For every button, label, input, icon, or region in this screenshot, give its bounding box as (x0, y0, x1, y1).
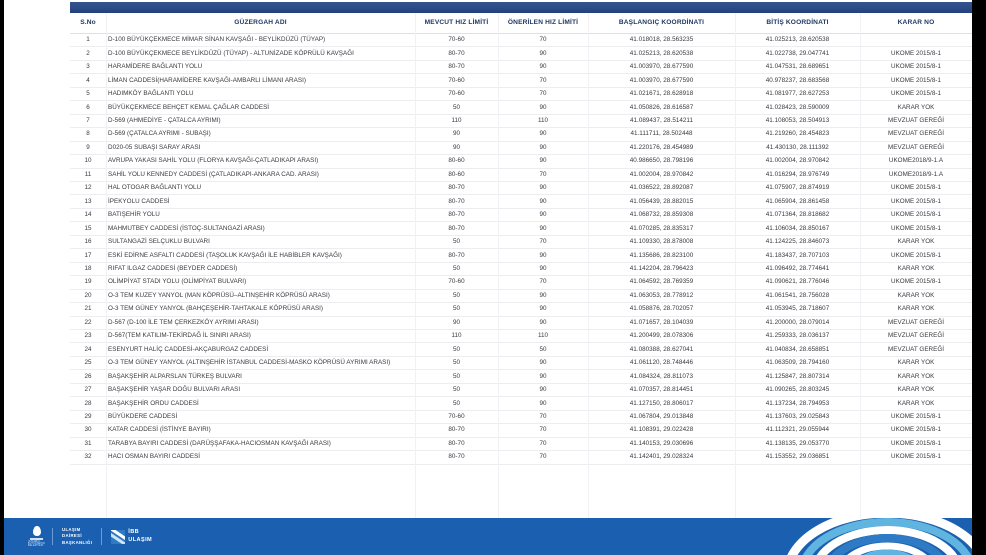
cell-prop: 90 (498, 316, 588, 329)
cell-cur: 70-60 (415, 74, 498, 87)
logo-separator-2 (101, 528, 102, 545)
cell-start: 41.067804, 29.013848 (588, 410, 735, 423)
cell-dec: KARAR YOK (860, 303, 972, 316)
cell-end: 41.137234, 28.794953 (735, 397, 860, 410)
cell-name: BAŞAKŞEHİR ORDU CADDESİ (106, 397, 415, 410)
cell-prop: 90 (498, 101, 588, 114)
cell-dec: UKOME 2015/8-1 (860, 222, 972, 235)
cell-sno: 18 (70, 262, 106, 275)
cell-sno: 27 (70, 383, 106, 396)
cell-start: 41.089437, 28.514211 (588, 114, 735, 127)
cell-name: HARAMİDERE BAĞLANTI YOLU (106, 60, 415, 73)
cell-sno: 7 (70, 114, 106, 127)
cell-dec: UKOME2018/9-1.A (860, 168, 972, 181)
cell-name: D-567(TEM KATILIM-TEKİRDAĞ İL SINIRI ARASI) (106, 329, 415, 342)
cell-end: 41.075907, 28.874919 (735, 181, 860, 194)
cell-sno: 15 (70, 222, 106, 235)
tulip-icon (30, 526, 43, 548)
cell-dec: UKOME 2015/8-1 (860, 276, 972, 289)
cell-dec: UKOME 2015/8-1 (860, 195, 972, 208)
cell-sno: 25 (70, 356, 106, 369)
cell-start: 41.068732, 28.859308 (588, 208, 735, 221)
cell-cur: 80-70 (415, 181, 498, 194)
cell-prop: 110 (498, 329, 588, 342)
cell-cur: 70-60 (415, 87, 498, 100)
cell-start: 41.018018, 28.563235 (588, 34, 735, 47)
cell-dec: MEVZUAT GEREĞİ (860, 343, 972, 356)
table-row (70, 397, 972, 410)
table-row (70, 276, 972, 289)
cell-cur: 80-70 (415, 222, 498, 235)
cell-name: AVRUPA YAKASI SAHİL YOLU (FLORYA KAVŞAĞI-ÇATLADIKAPI ARASI) (106, 155, 415, 168)
cell-dec: MEVZUAT GEREĞİ (860, 114, 972, 127)
department-logo-text (62, 527, 92, 546)
cell-cur: 80-70 (415, 424, 498, 437)
footer-logo-group (30, 518, 152, 555)
cell-name: SULTANGAZİ SELÇUKLU BULVARI (106, 235, 415, 248)
cell-dec: UKOME2018/9-1.A (860, 155, 972, 168)
cell-end: 41.124225, 28.846073 (735, 235, 860, 248)
cell-prop: 90 (498, 141, 588, 154)
cell-start: 41.142401, 29.028324 (588, 451, 735, 464)
cell-cur: 50 (415, 101, 498, 114)
cell-prop: 90 (498, 356, 588, 369)
cell-start: 41.003970, 28.677590 (588, 60, 735, 73)
cell-start: 41.063053, 28.778912 (588, 289, 735, 302)
cell-sno: 24 (70, 343, 106, 356)
table-row (70, 356, 972, 369)
cell-start: 41.127150, 28.806017 (588, 397, 735, 410)
column-header-start-coord: BAŞLANGIÇ KOORDİNATI (588, 13, 735, 34)
logo-separator-1 (52, 528, 53, 545)
cell-prop: 90 (498, 128, 588, 141)
cell-sno: 10 (70, 155, 106, 168)
cell-start: 41.021671, 28.628918 (588, 87, 735, 100)
cell-start: 41.003970, 28.677590 (588, 74, 735, 87)
cell-cur: 70-60 (415, 34, 498, 47)
cell-end: 41.259333, 28.036137 (735, 329, 860, 342)
cell-dec: UKOME 2015/8-1 (860, 181, 972, 194)
cell-prop: 70 (498, 87, 588, 100)
cell-dec: UKOME 2015/8-1 (860, 437, 972, 450)
cell-start: 41.036522, 28.892087 (588, 181, 735, 194)
table-row (70, 343, 972, 356)
cell-name: HAL OTOGAR BAĞLANTI YOLU (106, 181, 415, 194)
cell-dec (860, 34, 972, 47)
cell-cur: 50 (415, 356, 498, 369)
cell-end: 41.061541, 28.756028 (735, 289, 860, 302)
column-header-current-limit: MEVCUT HIZ LİMİTİ (415, 13, 498, 34)
cell-sno: 30 (70, 424, 106, 437)
cell-prop: 70 (498, 34, 588, 47)
cell-dec: KARAR YOK (860, 262, 972, 275)
cell-name: KATAR CADDESİ (İSTİNYE BAYIRI) (106, 424, 415, 437)
cell-dec: MEVZUAT GEREĞİ (860, 316, 972, 329)
cell-cur: 80-70 (415, 208, 498, 221)
cell-dec: KARAR YOK (860, 356, 972, 369)
cell-sno: 31 (70, 437, 106, 450)
cell-sno: 23 (70, 329, 106, 342)
right-gutter (972, 0, 986, 555)
department-line-3: BAŞKANLIĞI (62, 539, 93, 545)
cell-prop: 70 (498, 168, 588, 181)
cell-name: D-569 (ÇATALCA AYRIMI - SUBAŞI) (106, 128, 415, 141)
cell-dec: UKOME 2015/8-1 (860, 74, 972, 87)
cell-cur: 80-70 (415, 451, 498, 464)
table-row (70, 437, 972, 450)
cell-end: 41.063509, 28.794160 (735, 356, 860, 369)
cell-dec: UKOME 2015/8-1 (860, 60, 972, 73)
top-banner-strip (70, 2, 972, 13)
cell-name: D020-05 SUBAŞI SARAY ARASI (106, 141, 415, 154)
cell-dec: UKOME 2015/8-1 (860, 249, 972, 262)
cell-start: 41.142204, 28.796423 (588, 262, 735, 275)
cell-sno: 19 (70, 276, 106, 289)
cell-end: 41.071364, 28.818682 (735, 208, 860, 221)
cell-name: D-567 (D-100 İLE TEM ÇERKEZKÖY AYRIMI ARASI) (106, 316, 415, 329)
table-row (70, 60, 972, 73)
cell-name: O-3 TEM KUZEY YANYOL (MAN KÖPRÜSÜ–ALTINŞEHİR KÖPRÜSÜ ARASI) (106, 289, 415, 302)
cell-end: 41.108053, 28.504913 (735, 114, 860, 127)
cell-end: 41.112321, 29.055944 (735, 424, 860, 437)
table-row (70, 128, 972, 141)
cell-cur: 50 (415, 397, 498, 410)
routes-table-body (70, 34, 972, 465)
routes-table-container (70, 13, 972, 518)
cell-prop: 90 (498, 249, 588, 262)
cell-end: 41.040834, 28.658851 (735, 343, 860, 356)
column-header-proposed-limit: ÖNERİLEN HIZ LİMİTİ (498, 13, 588, 34)
table-row (70, 424, 972, 437)
cell-end: 41.047531, 28.689651 (735, 60, 860, 73)
column-header-decision-no: KARAR NO (860, 13, 972, 34)
table-row (70, 155, 972, 168)
cell-sno: 3 (70, 60, 106, 73)
table-header-row (70, 13, 972, 34)
cell-name: D-569 (AHMEDİYE - ÇATALCA AYRIMI) (106, 114, 415, 127)
cell-cur: 50 (415, 370, 498, 383)
cell-cur: 90 (415, 128, 498, 141)
cell-prop: 90 (498, 181, 588, 194)
cell-sno: 32 (70, 451, 106, 464)
cell-name: SAHİL YOLU KENNEDY CADDESİ (ÇATLADIKAPI-ANKARA CAD. ARASI) (106, 168, 415, 181)
cell-end: 41.022738, 29.047741 (735, 47, 860, 60)
cell-dec: UKOME 2015/8-1 (860, 410, 972, 423)
cell-prop: 90 (498, 289, 588, 302)
cell-prop: 90 (498, 208, 588, 221)
cell-sno: 9 (70, 141, 106, 154)
cell-sno: 6 (70, 101, 106, 114)
cell-prop: 90 (498, 195, 588, 208)
cell-sno: 16 (70, 235, 106, 248)
cell-dec: KARAR YOK (860, 101, 972, 114)
cell-end: 41.065904, 28.861458 (735, 195, 860, 208)
cell-dec: UKOME 2015/8-1 (860, 87, 972, 100)
cell-start: 41.220176, 28.454989 (588, 141, 735, 154)
cell-sno: 20 (70, 289, 106, 302)
municipality-logo (30, 526, 43, 548)
cell-dec: KARAR YOK (860, 289, 972, 302)
cell-end: 41.025213, 28.620538 (735, 34, 860, 47)
ibb-ulasim-logo-text (128, 529, 152, 544)
decorative-swoosh-graphic (782, 518, 972, 555)
cell-sno: 29 (70, 410, 106, 423)
table-row (70, 34, 972, 47)
cell-start: 41.058876, 28.702057 (588, 303, 735, 316)
cell-cur: 110 (415, 329, 498, 342)
table-row (70, 383, 972, 396)
cell-dec: KARAR YOK (860, 397, 972, 410)
table-row (70, 168, 972, 181)
cell-prop: 90 (498, 222, 588, 235)
cell-dec: UKOME 2015/8-1 (860, 451, 972, 464)
cell-start: 41.064592, 28.769359 (588, 276, 735, 289)
table-row (70, 87, 972, 100)
table-row (70, 181, 972, 194)
cell-name: D-100 BÜYÜKÇEKMECE MİMAR SİNAN KAVŞAĞI - BEYLİKDÜZÜ (TÜYAP) (106, 34, 415, 47)
cell-sno: 8 (70, 128, 106, 141)
cell-cur: 80-70 (415, 60, 498, 73)
cell-name: BATIŞEHİR YOLU (106, 208, 415, 221)
cell-dec: UKOME 2015/8-1 (860, 424, 972, 437)
cell-cur: 80-60 (415, 168, 498, 181)
department-line-1: ULAŞIM (62, 527, 81, 533)
cell-start: 41.108391, 29.022428 (588, 424, 735, 437)
table-row (70, 370, 972, 383)
cell-cur: 110 (415, 114, 498, 127)
table-row (70, 303, 972, 316)
cell-prop: 90 (498, 60, 588, 73)
cell-end: 41.016294, 28.976749 (735, 168, 860, 181)
table-row (70, 235, 972, 248)
cell-name: D-100 BÜYÜKÇEKMECE BEYLİKDÜZÜ (TÜYAP) - ALTUNİZADE KÖPRÜLÜ KAVŞAĞI (106, 47, 415, 60)
cell-prop: 90 (498, 370, 588, 383)
cell-cur: 50 (415, 303, 498, 316)
table-row (70, 289, 972, 302)
cell-cur: 50 (415, 262, 498, 275)
cell-name: LİMAN CADDESİ(HARAMİDERE KAVŞAĞI-AMBARLI LİMANI ARASI) (106, 74, 415, 87)
cell-start: 41.025213, 28.620538 (588, 47, 735, 60)
cell-end: 41.002004, 28.970842 (735, 155, 860, 168)
cell-cur: 70-60 (415, 410, 498, 423)
cell-cur: 50 (415, 235, 498, 248)
cell-sno: 11 (70, 168, 106, 181)
cell-start: 40.986650, 28.798196 (588, 155, 735, 168)
cell-end: 41.053945, 28.718607 (735, 303, 860, 316)
cell-dec: MEVZUAT GEREĞİ (860, 329, 972, 342)
cell-end: 40.978237, 28.683568 (735, 74, 860, 87)
cell-prop: 110 (498, 114, 588, 127)
cell-prop: 90 (498, 397, 588, 410)
cell-name: OLİMPİYAT STADI YOLU (OLİMPİYAT BULVARI) (106, 276, 415, 289)
cell-prop: 50 (498, 343, 588, 356)
municipality-caption: İSTANBUL BÜYÜKŞEHİR BELEDİYESİ (28, 540, 45, 548)
cell-sno: 28 (70, 397, 106, 410)
table-row (70, 141, 972, 154)
cell-prop: 70 (498, 276, 588, 289)
cell-end: 41.138135, 29.053770 (735, 437, 860, 450)
cell-prop: 90 (498, 262, 588, 275)
cell-prop: 90 (498, 47, 588, 60)
table-row (70, 410, 972, 423)
table-row (70, 208, 972, 221)
cell-start: 41.056439, 28.882015 (588, 195, 735, 208)
brand-line-1: İBB (128, 529, 140, 536)
cell-prop: 70 (498, 410, 588, 423)
table-row (70, 47, 972, 60)
cell-sno: 21 (70, 303, 106, 316)
cell-start: 41.135686, 28.823100 (588, 249, 735, 262)
cell-name: İPEKYOLU CADDESİ (106, 195, 415, 208)
cell-end: 41.096492, 28.774641 (735, 262, 860, 275)
table-row (70, 316, 972, 329)
cell-start: 41.080388, 28.627041 (588, 343, 735, 356)
cell-end: 41.090265, 28.803245 (735, 383, 860, 396)
cell-name: TARABYA BAYIRI CADDESİ (DARÜŞŞAFAKA-HACIOSMAN KAVŞAĞI ARASI) (106, 437, 415, 450)
cell-cur: 90 (415, 141, 498, 154)
cell-dec: KARAR YOK (860, 383, 972, 396)
column-header-end-coord: BİTİŞ KOORDİNATI (735, 13, 860, 34)
cell-name: O-3 TEM GÜNEY YANYOL (BAHÇEŞEHİR-TAHTAKALE KÖPRÜSÜ ARASI) (106, 303, 415, 316)
cell-dec: MEVZUAT GEREĞİ (860, 128, 972, 141)
cell-start: 41.002004, 28.970842 (588, 168, 735, 181)
cell-name: HACI OSMAN BAYIRI CADDESİ (106, 451, 415, 464)
cell-prop: 70 (498, 235, 588, 248)
cell-start: 41.140153, 29.030696 (588, 437, 735, 450)
ibb-ulasim-mark-icon (111, 530, 125, 544)
cell-cur: 80-70 (415, 249, 498, 262)
cell-dec: UKOME 2015/8-1 (860, 208, 972, 221)
table-row (70, 195, 972, 208)
cell-sno: 12 (70, 181, 106, 194)
cell-name: O-3 TEM GÜNEY YANYOL (ALTINŞEHİR İSTANBUL CADDESİ-MASKO KÖPRÜSÜ AYRIMI ARASI) (106, 356, 415, 369)
tulip-bulb-shape (33, 526, 41, 537)
cell-dec: UKOME 2015/8-1 (860, 47, 972, 60)
cell-start: 41.109330, 28.878008 (588, 235, 735, 248)
cell-dec: MEVZUAT GEREĞİ (860, 141, 972, 154)
cell-sno: 14 (70, 208, 106, 221)
cell-name: ESENYURT HALİÇ CADDESİ-AKÇABURGAZ CADDESİ (106, 343, 415, 356)
cell-sno: 2 (70, 47, 106, 60)
cell-name: RIFAT ILGAZ CADDESİ (BEYDER CADDESİ) (106, 262, 415, 275)
cell-sno: 22 (70, 316, 106, 329)
cell-name: BÜYÜKÇEKMECE BEHÇET KEMAL ÇAĞLAR CADDESİ (106, 101, 415, 114)
cell-end: 41.106034, 28.850167 (735, 222, 860, 235)
tulip-base-shape (30, 538, 43, 540)
cell-name: HADIMKÖY BAĞLANTI YOLU (106, 87, 415, 100)
table-row (70, 114, 972, 127)
footer-bar (4, 518, 972, 555)
table-row (70, 262, 972, 275)
table-row (70, 222, 972, 235)
column-header-sno: S.No (70, 13, 106, 34)
cell-name: ESKİ EDİRNE ASFALTI CADDESİ (TAŞOLUK KAVŞAĞI İLE HABİBLER KAVŞAĞI) (106, 249, 415, 262)
cell-cur: 50 (415, 289, 498, 302)
cell-prop: 90 (498, 383, 588, 396)
cell-start: 41.070285, 28.835317 (588, 222, 735, 235)
cell-start: 41.070357, 28.814451 (588, 383, 735, 396)
cell-cur: 50 (415, 383, 498, 396)
cell-start: 41.111711, 28.502448 (588, 128, 735, 141)
cell-start: 41.200499, 28.078306 (588, 329, 735, 342)
cell-cur: 80-70 (415, 47, 498, 60)
cell-end: 41.028423, 28.590009 (735, 101, 860, 114)
table-row (70, 249, 972, 262)
ibb-ulasim-logo (111, 529, 152, 544)
cell-dec: KARAR YOK (860, 235, 972, 248)
cell-name: BAŞAKŞEHİR ALPARSLAN TÜRKEŞ BULVARI (106, 370, 415, 383)
cell-cur: 90 (415, 316, 498, 329)
cell-start: 41.061120, 28.748446 (588, 356, 735, 369)
cell-prop: 70 (498, 424, 588, 437)
table-row (70, 329, 972, 342)
cell-start: 41.050826, 28.616587 (588, 101, 735, 114)
routes-table-head (70, 13, 972, 34)
cell-sno: 5 (70, 87, 106, 100)
routes-table (70, 13, 972, 465)
cell-cur: 70-60 (415, 276, 498, 289)
cell-end: 41.183437, 28.707103 (735, 249, 860, 262)
cell-prop: 70 (498, 74, 588, 87)
cell-cur: 80-60 (415, 155, 498, 168)
cell-sno: 13 (70, 195, 106, 208)
cell-end: 41.153552, 29.036851 (735, 451, 860, 464)
cell-cur: 80-70 (415, 195, 498, 208)
cell-end: 41.219260, 28.454823 (735, 128, 860, 141)
table-row (70, 451, 972, 464)
cell-prop: 70 (498, 437, 588, 450)
brand-line-2: ULAŞIM (128, 536, 153, 543)
cell-end: 41.081977, 28.627253 (735, 87, 860, 100)
cell-sno: 4 (70, 74, 106, 87)
cell-end: 41.125847, 28.807314 (735, 370, 860, 383)
cell-prop: 90 (498, 155, 588, 168)
cell-cur: 80-70 (415, 437, 498, 450)
cell-dec: KARAR YOK (860, 370, 972, 383)
cell-end: 41.137603, 29.025843 (735, 410, 860, 423)
cell-end: 41.200000, 28.079014 (735, 316, 860, 329)
cell-sno: 26 (70, 370, 106, 383)
cell-sno: 1 (70, 34, 106, 47)
cell-name: MAHMUTBEY CADDESİ (İSTOÇ-SULTANGAZİ ARASI) (106, 222, 415, 235)
cell-prop: 90 (498, 303, 588, 316)
left-gutter (0, 0, 4, 555)
table-row (70, 101, 972, 114)
cell-name: BAŞAKŞEHİR YAŞAR DOĞU BULVARI ARASI (106, 383, 415, 396)
department-line-2: DAİRESİ (62, 533, 82, 539)
cell-cur: 50 (415, 343, 498, 356)
cell-end: 41.090621, 28.776046 (735, 276, 860, 289)
cell-end: 41.430130, 28.111392 (735, 141, 860, 154)
cell-name: BÜYÜKDERE CADDESİ (106, 410, 415, 423)
cell-start: 41.084324, 28.811073 (588, 370, 735, 383)
table-row (70, 74, 972, 87)
cell-start: 41.071657, 28.104039 (588, 316, 735, 329)
cell-sno: 17 (70, 249, 106, 262)
cell-prop: 70 (498, 451, 588, 464)
column-header-name: GÜZERGAH ADI (106, 13, 415, 34)
